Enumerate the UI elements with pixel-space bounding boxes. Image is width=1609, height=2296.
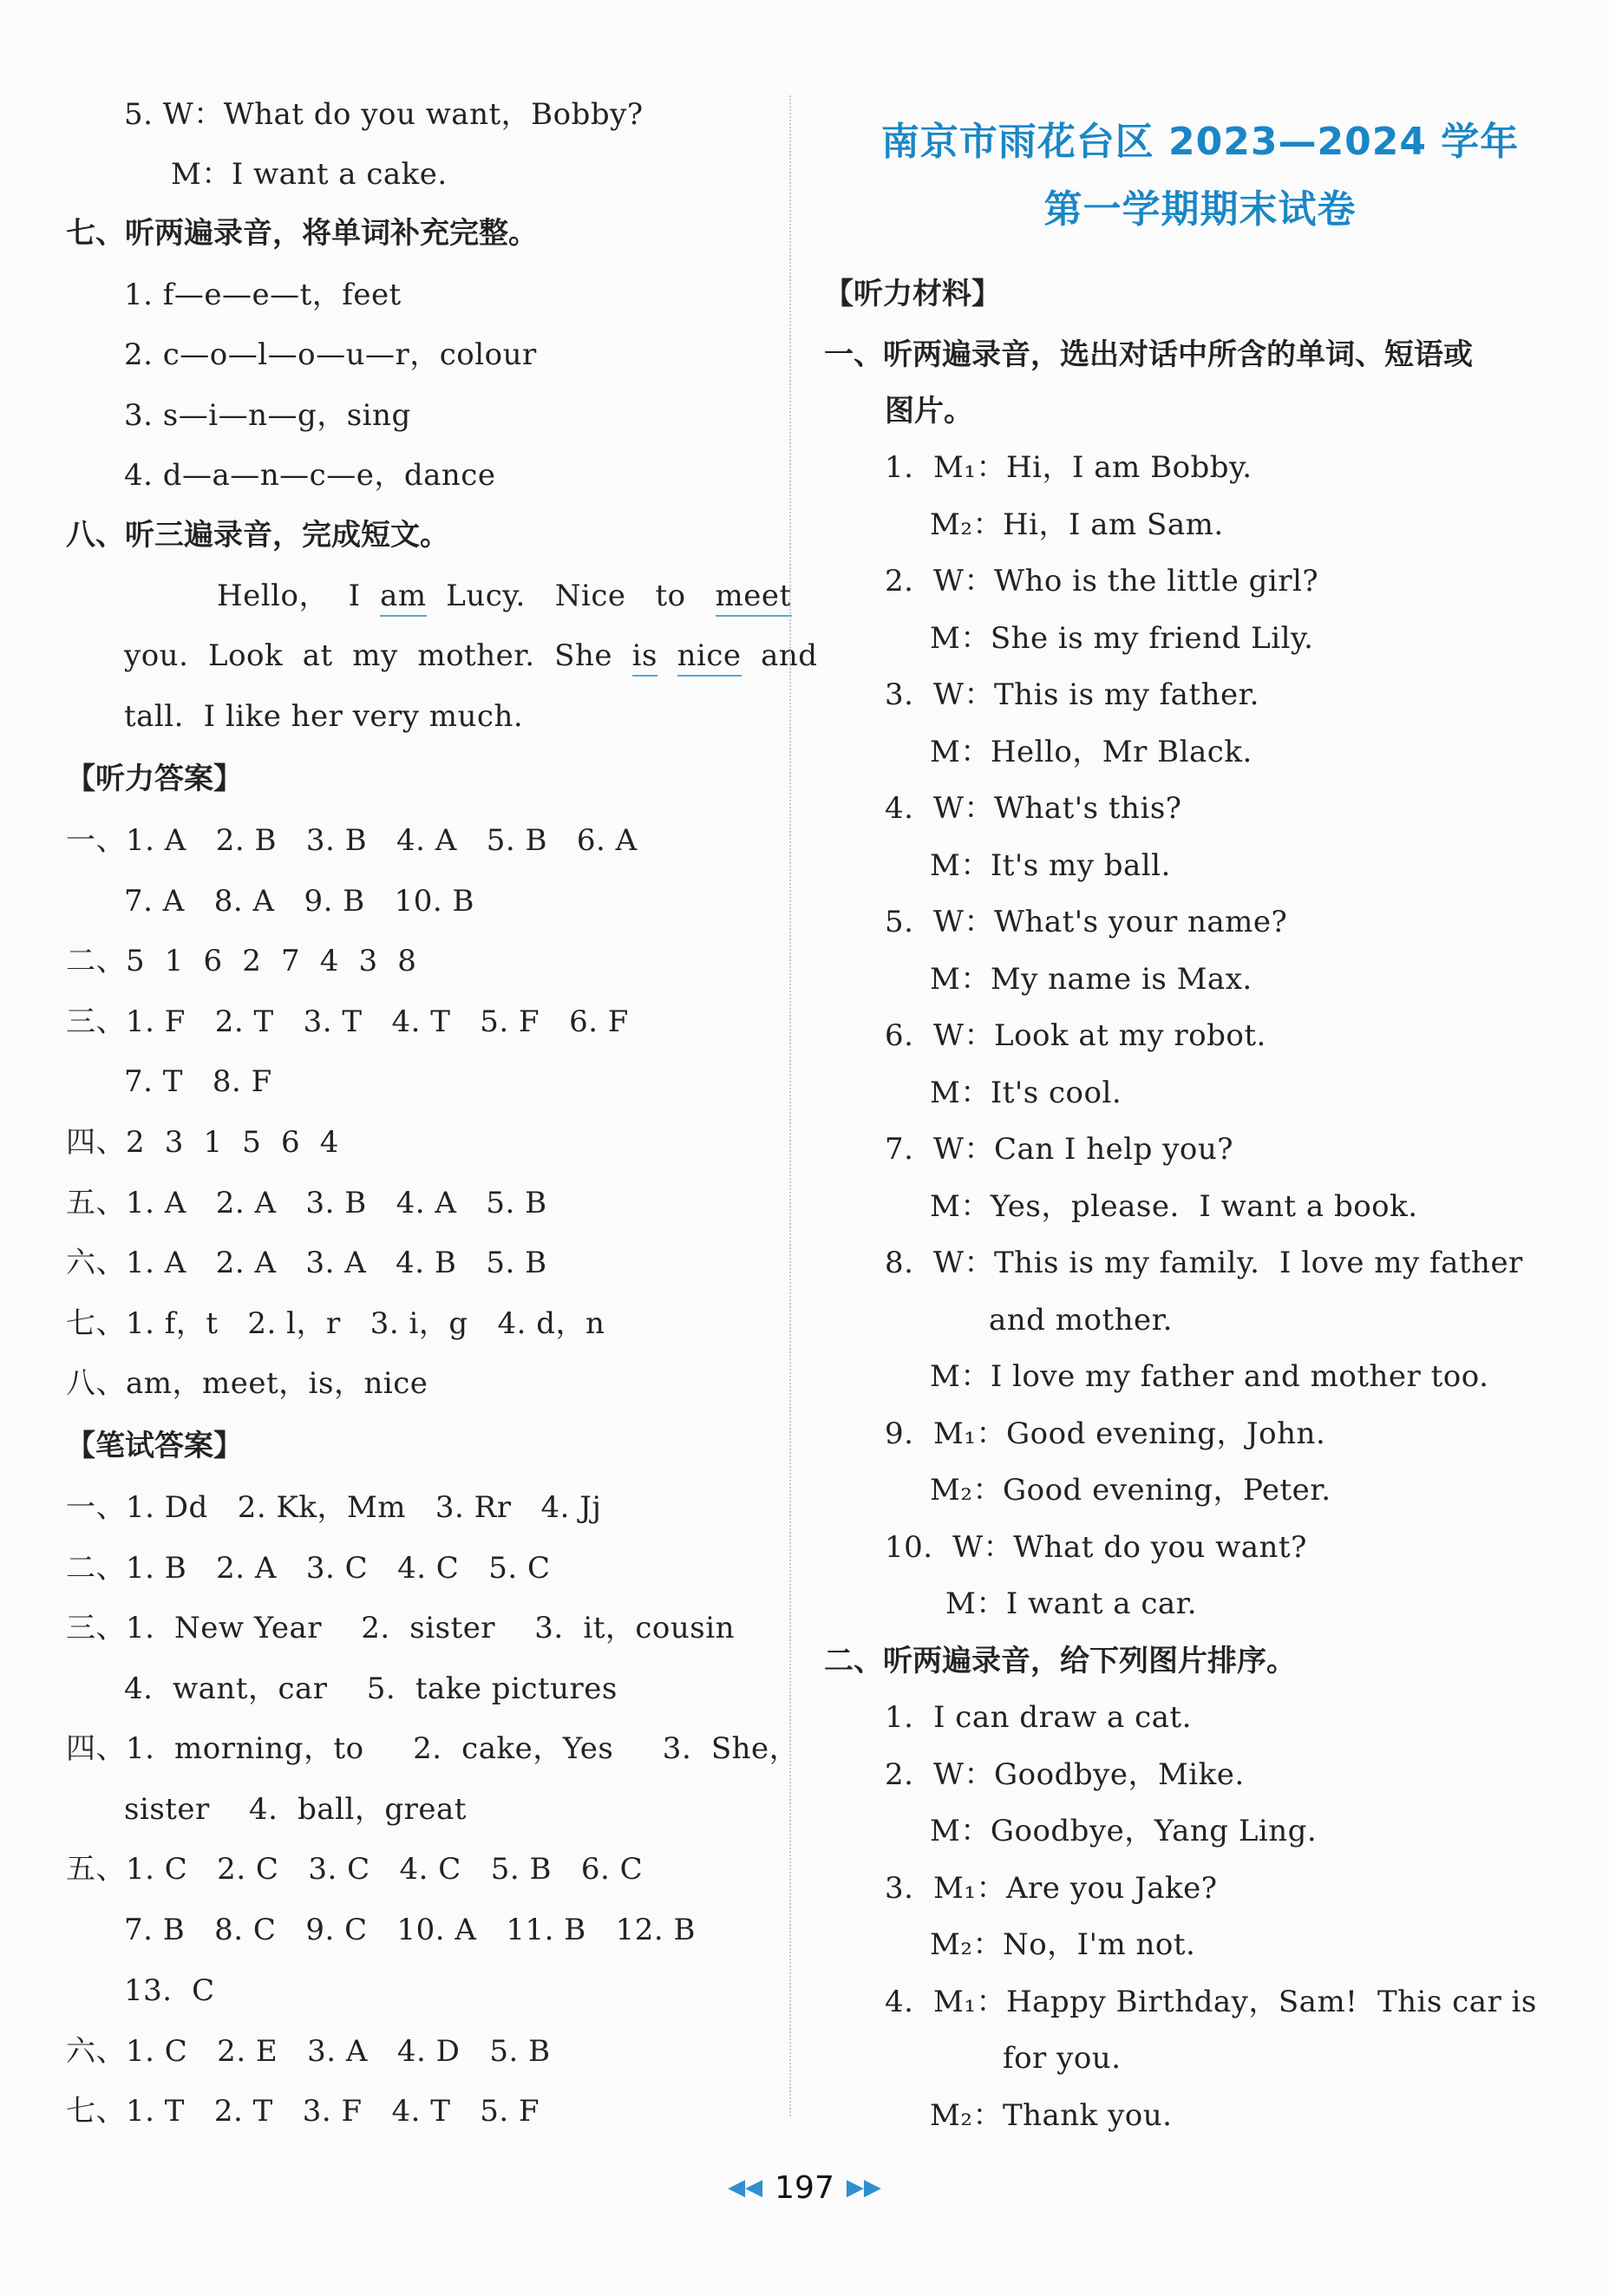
answer-line: 五、1. C 2. C 3. C 4. C 5. B 6. C (66, 1852, 644, 1887)
passage-line: tall. I like her very much. (124, 699, 524, 734)
answer-line: 1. f—e—e—t，feet (124, 278, 402, 312)
answer-line: 4. want，car 5. take pictures (124, 1671, 618, 1706)
section-heading: 图片。 (885, 394, 973, 428)
dialogue-line: 5. W：What's your name? (885, 905, 1288, 939)
dialogue-line: 9. M₁：Good evening，John. (885, 1416, 1326, 1451)
answer-line: 四、2 3 1 5 6 4 (66, 1125, 339, 1160)
dialogue-line: 4. W：What's this? (885, 791, 1182, 826)
dialogue-line: 4. M₁：Happy Birthday，Sam! This car is (885, 1985, 1537, 2019)
dialogue-line: for you. (1003, 2041, 1122, 2076)
dialogue-line: M：It's cool. (930, 1076, 1122, 1110)
dialogue-line: 1. M₁：Hi，I am Bobby. (885, 450, 1253, 485)
dialogue-line: 8. W：This is my family. I love my father (885, 1246, 1523, 1280)
dialogue-line: 5. W：What do you want，Bobby? (124, 97, 644, 132)
dialogue-line: M：I love my father and mother too. (930, 1359, 1489, 1394)
previous-page-icon[interactable]: ◀◀ (728, 2175, 763, 2201)
answer-line: 四、1. morning，to 2. cake，Yes 3. She， (66, 1731, 800, 1766)
passage-line: Hello， I am Lucy. Nice to meet (217, 581, 792, 611)
column-divider (789, 95, 791, 2116)
dialogue-line: 3. M₁：Are you Jake? (885, 1871, 1218, 1906)
answer-line: 六、1. C 2. E 3. A 4. D 5. B (66, 2034, 551, 2069)
answer-line: 七、1. T 2. T 3. F 4. T 5. F (66, 2094, 540, 2129)
exam-title: 南京市雨花台区 2023—2024 学年 (880, 120, 1520, 164)
section-heading: 七、听两遍录音，将单词补充完整。 (66, 216, 538, 251)
dialogue-line: 6. W：Look at my robot. (885, 1018, 1266, 1053)
dialogue-line: M₂：No，I'm not. (930, 1927, 1196, 1962)
dialogue-line: M：Yes，please. I want a book. (930, 1189, 1418, 1224)
dialogue-line: M₂：Thank you. (930, 2098, 1173, 2133)
answer-line: 三、1. New Year 2. sister 3. it，cousin (66, 1611, 736, 1645)
answer-line: 八、am，meet，is，nice (66, 1366, 428, 1401)
answer-line: 2. c—o—l—o—u—r，colour (124, 337, 537, 372)
dialogue-line: 10. W：What do you want? (885, 1530, 1307, 1565)
answer-line: 五、1. A 2. A 3. B 4. A 5. B (66, 1186, 547, 1220)
page-footer (0, 2170, 1609, 2206)
dialogue-line: M₂：Hi，I am Sam. (930, 507, 1224, 542)
dialogue-line: M₂：Good evening，Peter. (930, 1473, 1331, 1508)
dialogue-line: M：My name is Max. (930, 962, 1253, 997)
answer-line: 13. C (124, 1973, 215, 2008)
answer-line: 二、5 1 6 2 7 4 3 8 (66, 944, 417, 978)
answer-line: 一、1. A 2. B 3. B 4. A 5. B 6. A (66, 823, 638, 858)
section-heading: 【听力材料】 (824, 277, 1001, 311)
dialogue-line: M：Hello，Mr Black. (930, 735, 1253, 769)
section-heading: 一、听两遍录音，选出对话中所含的单词、短语或 (824, 337, 1473, 372)
filled-word: am (380, 579, 427, 617)
dialogue-line: 7. W：Can I help you? (885, 1132, 1233, 1167)
answer-line: 二、1. B 2. A 3. C 4. C 5. C (66, 1551, 551, 1586)
answer-line: 六、1. A 2. A 3. A 4. B 5. B (66, 1246, 547, 1280)
answer-line: 一、1. Dd 2. Kk，Mm 3. Rr 4. Jj (66, 1490, 602, 1525)
dialogue-line: 2. W：Who is the little girl? (885, 564, 1319, 599)
dialogue-line: 3. W：This is my father. (885, 677, 1259, 712)
section-heading: 二、听两遍录音，给下列图片排序。 (824, 1644, 1296, 1678)
section-heading: 【笔试答案】 (66, 1429, 243, 1463)
dialogue-line: 1. I can draw a cat. (885, 1700, 1192, 1735)
answer-line: 4. d—a—n—c—e，dance (124, 458, 496, 493)
dialogue-line: 2. W：Goodbye，Mike. (885, 1757, 1245, 1792)
dialogue-line: M：She is my friend Lily. (930, 621, 1314, 656)
section-heading: 八、听三遍录音，完成短文。 (66, 518, 449, 553)
section-heading: 【听力答案】 (66, 762, 243, 796)
next-page-icon[interactable]: ▶▶ (846, 2175, 881, 2201)
dialogue-line: M：I want a car. (945, 1586, 1198, 1621)
answer-line: 7. A 8. A 9. B 10. B (124, 884, 474, 919)
answer-line: sister 4. ball，great (124, 1792, 467, 1827)
dialogue-line: M：It's my ball. (930, 848, 1171, 883)
filled-word: is (632, 638, 657, 677)
answer-line: 7. B 8. C 9. C 10. A 11. B 12. B (124, 1913, 697, 1947)
exam-subtitle: 第一学期期末试卷 (1043, 187, 1357, 232)
answer-line: 三、1. F 2. T 3. T 4. T 5. F 6. F (66, 1004, 629, 1039)
answer-line: 3. s—i—n—g，sing (124, 398, 411, 433)
filled-word: nice (677, 638, 742, 677)
filled-word: meet (716, 579, 792, 617)
answer-line: 七、1. f，t 2. l，r 3. i，g 4. d，n (66, 1306, 605, 1341)
dialogue-line: M：Goodbye，Yang Ling. (930, 1814, 1318, 1848)
dialogue-line: and mother. (989, 1303, 1173, 1338)
answer-line: 7. T 8. F (124, 1064, 272, 1099)
passage-line: you. Look at my mother. She is nice and (124, 641, 818, 670)
dialogue-line: M：I want a cake. (171, 157, 448, 192)
page-number: 197 (775, 2170, 834, 2206)
